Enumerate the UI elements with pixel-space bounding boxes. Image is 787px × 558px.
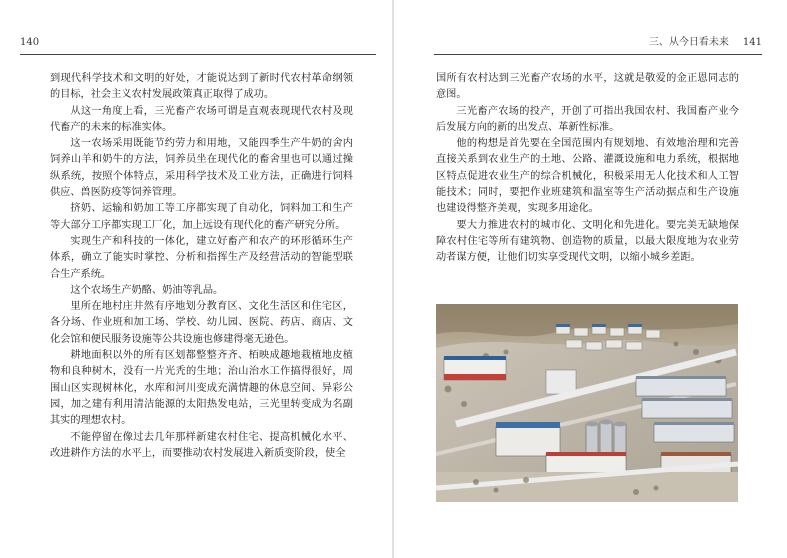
paragraph: 从这一角度上看，三光畜产农场可谓是直观表现现代农村及现代畜产的未来的标准实体。: [50, 105, 353, 133]
running-head: 三、从今日看未来: [648, 37, 729, 48]
page-number: 141: [742, 37, 762, 48]
paragraph: 实现生产和科技的一体化，建立好畜产和农产的环形循环生产体系，确立了能实时掌控、分析和指挥生产及经营活动的智能型联合生产系统。: [50, 235, 353, 280]
paragraph: 三光畜产农场的投产，开创了可指出我国农村、我国畜产业今后发展方向的新的出发点、革新性标准。: [436, 105, 739, 133]
paragraph: 这个农场生产奶酪、奶油等乳品。: [70, 284, 224, 296]
right-page-header: [434, 36, 762, 50]
paragraph: 这一农场采用既能节约劳力和用地，又能四季生产牛奶的舍内饲养山羊和奶牛的方法，饲养员坐在现代化的畜舍里也可以通过操纵系统，按照个体特点，采用科学技术及工业方法，正确进行饲料供应、兽医防疫等饲养管理。: [50, 138, 353, 199]
page-number: 140: [20, 37, 40, 48]
paragraph: 他的构想是首先要在全国范围内有规划地、有效地治理和完善直接关系到农业生产的土地、公路、灌溉设施和电力系统，根据地区特点促进农业生产的综合机械化，积极采用无人化技术和人工智能技术；同时，要把作业班建筑和温室等生产活动据点和生产设施也建设得整齐美观，实现多用途化。: [436, 138, 739, 215]
aerial-farm-photo: [436, 304, 738, 502]
paragraph: 挤奶、运输和奶加工等工序都实现了自动化，饲料加工和生产等大部分工序都实现工厂化，加上远设有现代化的畜产研究分所。: [50, 203, 353, 231]
left-page-header: [20, 36, 376, 50]
header-rule: [434, 54, 762, 55]
left-page-body: [50, 71, 353, 462]
paragraph: 要大力推进农村的城市化、文明化和先进化。要完美无缺地保障农村住宅等所有建筑物、创造物的质量，以最大限度地为农业劳动者谋方便，让他们切实享受现代文明，以缩小城乡差距。: [436, 219, 739, 264]
paragraph: 里所在地村庄井然有序地划分教育区、文化生活区和住宅区，各分场、作业班和加工场、学校、幼儿园、医院、药店、商店、文化会馆和便民服务设施等公共设施也修建得毫无逊色。: [50, 301, 353, 345]
paragraph: 不能停留在像过去几年那样新建农村住宅、提高机械化水平、改进耕作方法的水平上，而要推动农村发展进入新质变阶段，使全: [50, 431, 353, 459]
paragraph: 国所有农村达到三光畜产农场的水平，这就是敬爱的金正恩同志的意图。: [436, 73, 739, 101]
right-page-body: [436, 71, 739, 267]
paragraph: 到现代科学技术和文明的好处，才能说达到了新时代农村革命纲领的目标，社会主义农村发展政策真正取得了成功。: [50, 73, 353, 101]
header-rule: [20, 54, 376, 55]
paragraph: 耕地面积以外的所有区划都整整齐齐、栢映成趣地栽植地皮植物和良种树木，没有一片光秃的生地；治山治水工作搞得很好，周围山区实现树林化，水库和河川变成充满情趣的休息空间、异彩公园，加之建有利用清洁能源的太阳热发电站，三光里转变成为名副其实的理想农村。: [50, 350, 353, 427]
